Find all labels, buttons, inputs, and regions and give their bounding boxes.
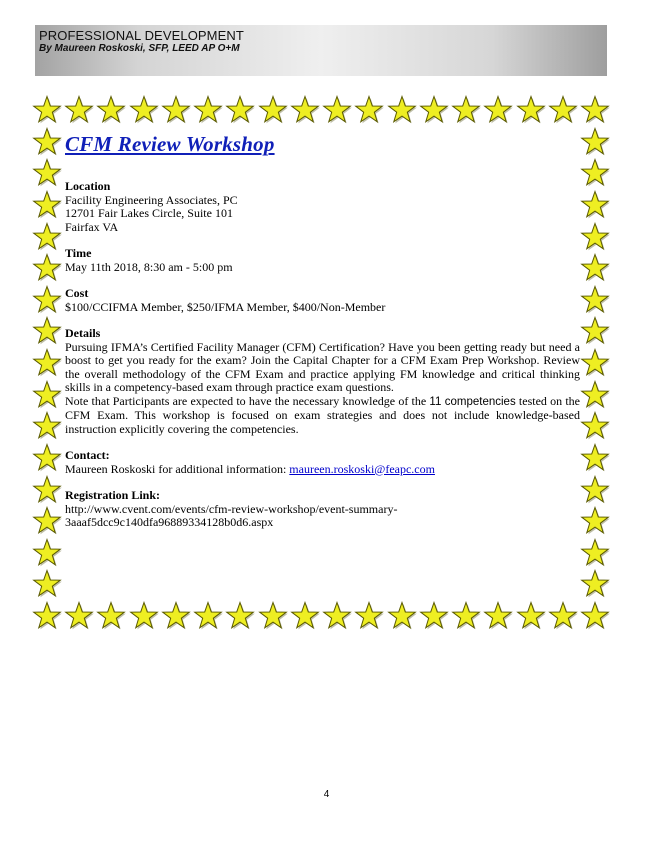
star-icon [516, 601, 546, 631]
star-icon [225, 95, 255, 125]
event-title[interactable]: CFM Review Workshop [65, 132, 275, 156]
star-icon [580, 285, 610, 315]
star-icon [483, 95, 513, 125]
star-icon [193, 95, 223, 125]
star-icon [32, 190, 62, 220]
star-icon [580, 127, 610, 157]
star-icon [32, 253, 62, 283]
event-flyer [65, 130, 580, 530]
star-icon [580, 380, 610, 410]
star-icon [580, 443, 610, 473]
star-icon [96, 601, 126, 631]
star-icon [32, 443, 62, 473]
section-title: PROFESSIONAL DEVELOPMENT [39, 28, 244, 43]
star-icon [32, 158, 62, 188]
star-icon [96, 95, 126, 125]
star-icon [32, 380, 62, 410]
star-icon [451, 601, 481, 631]
star-icon [548, 95, 578, 125]
details-text: tested on the CFM Exam. This workshop is focused on exam strategies and does not include knowledge-based instruction explicitly covering the competencies. [65, 393, 581, 436]
star-icon [580, 158, 610, 188]
contact-email-link[interactable]: maureen.roskoski@feapc.com [289, 461, 435, 476]
contact-section [65, 449, 580, 476]
contact-label: Contact: [65, 448, 110, 462]
details-section [65, 327, 580, 436]
location-line: Facility Engineering Associates, PC [65, 192, 238, 207]
cost-value: $100/CCIFMA Member, $250/IFMA Member, $400/Non-Member [65, 299, 386, 314]
star-icon [387, 601, 417, 631]
star-icon [580, 95, 610, 125]
details-label: Details [65, 326, 101, 340]
star-icon [419, 95, 449, 125]
details-paragraph: Pursuing IFMA’s Certified Facility Manager (CFM) Certification? Have you been getting ready but need a boost to get you ready for the exam? Join the Capital Chapter for a CFM Exam Prep Workshop. Review the overall methodology of the CFM Exam and practice applying FM knowledge and critical thinking skills in a competency-based exam through practice exam questions. [65, 339, 580, 394]
star-icon [354, 95, 384, 125]
star-icon [580, 506, 610, 536]
cost-label: Cost [65, 286, 89, 300]
time-section [65, 247, 580, 274]
star-icon [322, 601, 352, 631]
star-icon [258, 95, 288, 125]
star-icon [387, 95, 417, 125]
star-icon [64, 601, 94, 631]
location-line: Fairfax VA [65, 219, 119, 234]
star-icon [580, 316, 610, 346]
star-icon [580, 411, 610, 441]
star-icon [32, 95, 62, 125]
star-icon [290, 601, 320, 631]
details-paragraph [65, 395, 580, 437]
star-icon [32, 411, 62, 441]
star-icon [32, 285, 62, 315]
author-byline: By Maureen Roskoski, SFP, LEED AP O+M [39, 43, 240, 54]
star-icon [354, 601, 384, 631]
section-header-banner [35, 25, 607, 76]
star-icon [32, 601, 62, 631]
star-icon [580, 569, 610, 599]
registration-section [65, 489, 580, 530]
star-icon [129, 95, 159, 125]
star-icon [580, 190, 610, 220]
location-label: Location [65, 179, 111, 193]
star-icon [483, 601, 513, 631]
star-icon [516, 95, 546, 125]
star-icon [32, 506, 62, 536]
star-icon [580, 253, 610, 283]
star-icon [32, 222, 62, 252]
star-icon [322, 95, 352, 125]
competencies-highlight: 11 competencies [429, 395, 516, 408]
star-icon [290, 95, 320, 125]
location-line: 12701 Fair Lakes Circle, Suite 101 [65, 206, 233, 220]
star-icon [580, 475, 610, 505]
star-icon [32, 316, 62, 346]
star-icon [32, 475, 62, 505]
star-icon [580, 222, 610, 252]
page-number: 4 [323, 789, 330, 800]
star-icon [258, 601, 288, 631]
star-icon [32, 348, 62, 378]
star-icon [32, 569, 62, 599]
registration-label: Registration Link: [65, 488, 161, 502]
star-icon [64, 95, 94, 125]
star-icon [580, 601, 610, 631]
star-icon [193, 601, 223, 631]
star-icon [129, 601, 159, 631]
star-icon [580, 348, 610, 378]
location-section [65, 180, 580, 234]
registration-url[interactable]: 3aaaf5dcc9c140dfa96889334128b0d6.aspx [65, 515, 274, 529]
star-icon [32, 538, 62, 568]
star-icon [32, 127, 62, 157]
star-icon [548, 601, 578, 631]
cost-section [65, 287, 580, 314]
time-label: Time [65, 246, 92, 260]
registration-url[interactable]: http://www.cvent.com/events/cfm-review-workshop/event-summary- [65, 501, 398, 516]
star-icon [161, 95, 191, 125]
details-text: Note that Participants are expected to have the necessary knowledge of the [65, 393, 430, 408]
star-icon [580, 538, 610, 568]
time-value: May 11th 2018, 8:30 am - 5:00 pm [65, 259, 233, 274]
star-icon [419, 601, 449, 631]
star-icon [161, 601, 191, 631]
contact-text: Maureen Roskoski for additional information: [65, 461, 290, 476]
star-icon [451, 95, 481, 125]
star-icon [225, 601, 255, 631]
